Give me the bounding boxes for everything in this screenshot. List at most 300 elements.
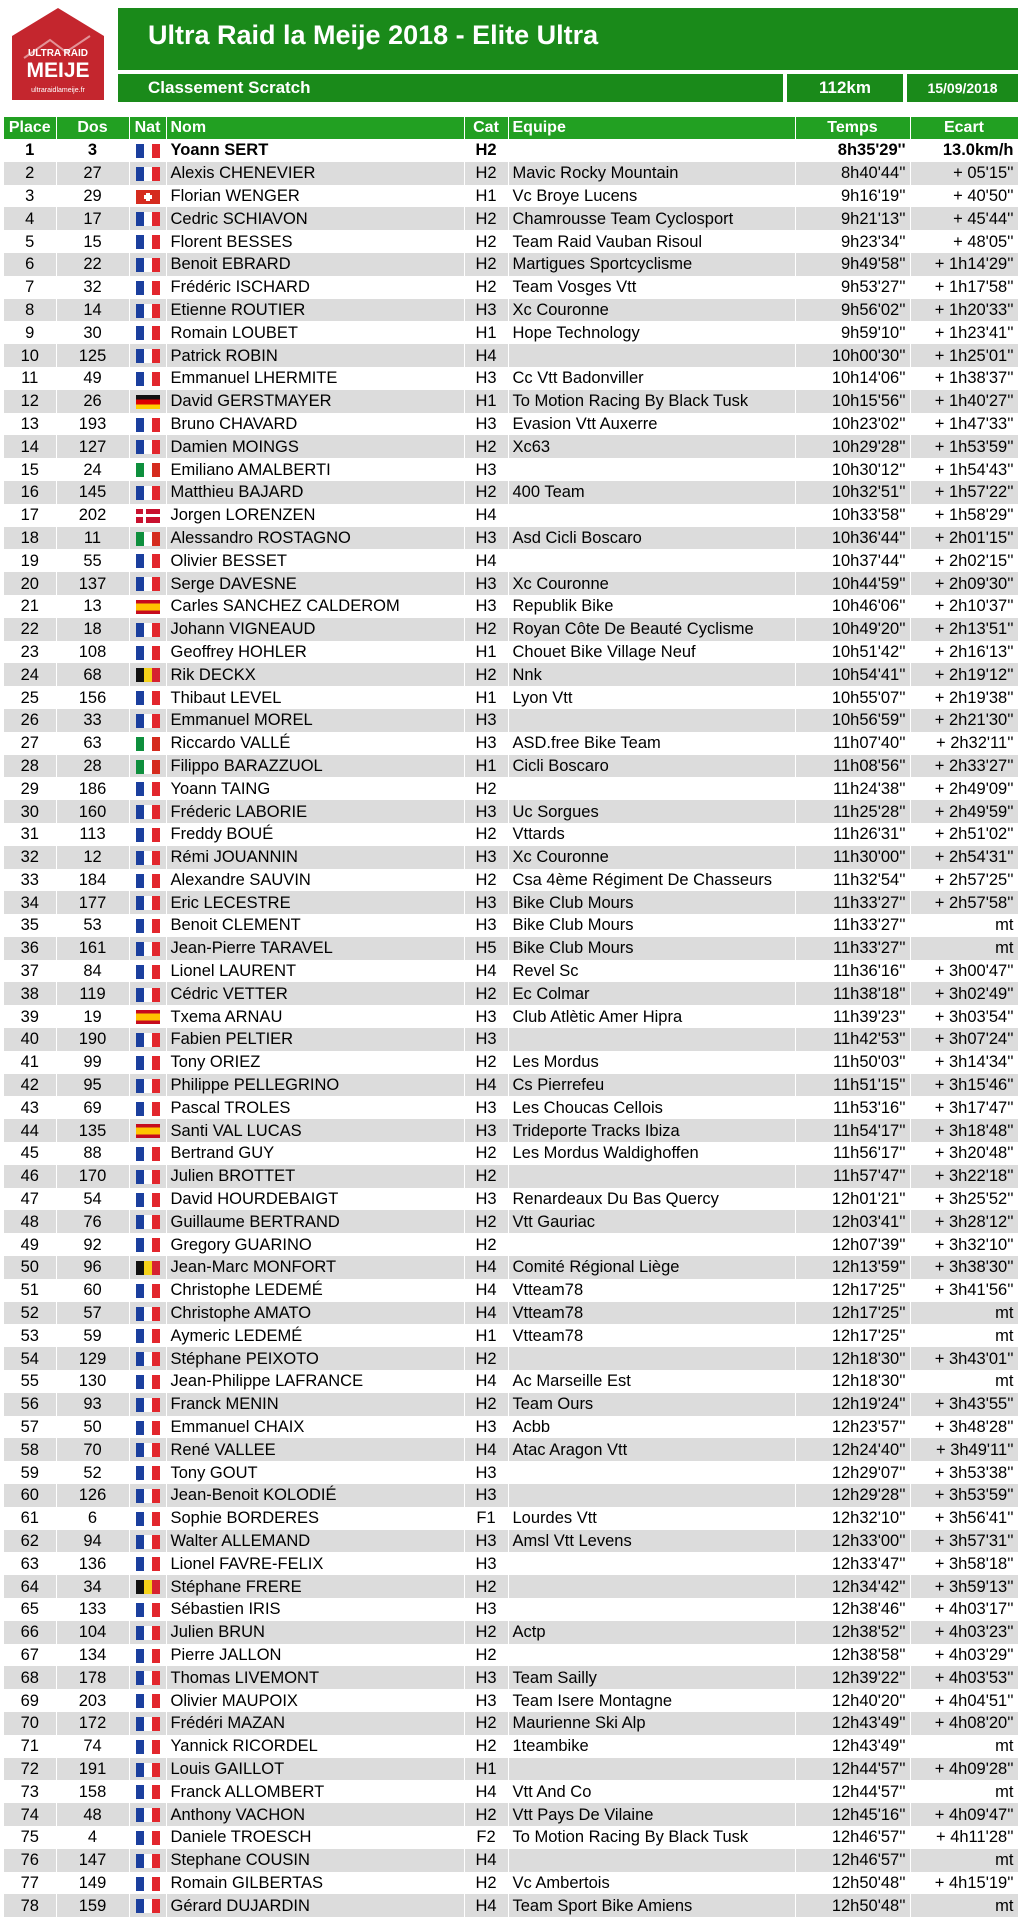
flag-fr-icon	[136, 258, 160, 272]
race-logo	[10, 6, 106, 102]
cell-dos: 60	[56, 1279, 129, 1302]
cell-place: 10	[4, 344, 56, 367]
cell-nat	[129, 139, 166, 162]
cell-nom: Filippo BARAZZUOL	[166, 755, 464, 778]
cell-dos: 59	[56, 1324, 129, 1347]
cell-cat: H2	[464, 253, 508, 276]
cell-place: 30	[4, 800, 56, 823]
table-row	[4, 1826, 1018, 1849]
cell-ecart: + 4h08'20''	[910, 1712, 1018, 1735]
column-header-place: Place	[4, 117, 56, 139]
flag-fr-icon	[136, 554, 160, 568]
cell-nat	[129, 1005, 166, 1028]
cell-cat: H2	[464, 1735, 508, 1758]
cell-equipe: Lyon Vtt	[508, 686, 795, 709]
cell-ecart: + 2h49'59''	[910, 800, 1018, 823]
cell-nat	[129, 709, 166, 732]
cell-dos: 129	[56, 1347, 129, 1370]
cell-nom: Matthieu BAJARD	[166, 481, 464, 504]
cell-nat	[129, 276, 166, 299]
cell-equipe: Martigues Sportcyclisme	[508, 253, 795, 276]
cell-cat: H3	[464, 527, 508, 550]
cell-equipe: Les Mordus Waldighoffen	[508, 1142, 795, 1165]
cell-temps: 11h39'23''	[795, 1005, 910, 1028]
cell-cat: H3	[464, 1689, 508, 1712]
cell-temps: 10h15'56''	[795, 390, 910, 413]
cell-nom: Eric LECESTRE	[166, 891, 464, 914]
flag-fr-icon	[136, 418, 160, 432]
cell-place: 17	[4, 504, 56, 527]
cell-dos: 19	[56, 1005, 129, 1028]
logo-line2: MEIJE	[26, 59, 90, 82]
cell-ecart: + 1h58'29''	[910, 504, 1018, 527]
flag-fr-icon	[136, 304, 160, 318]
table-row	[4, 344, 1018, 367]
cell-cat: H3	[464, 1028, 508, 1051]
table-row	[4, 1438, 1018, 1461]
cell-temps: 11h56'17''	[795, 1142, 910, 1165]
cell-temps: 11h42'53''	[795, 1028, 910, 1051]
cell-place: 73	[4, 1780, 56, 1803]
cell-dos: 68	[56, 663, 129, 686]
cell-place: 65	[4, 1598, 56, 1621]
cell-dos: 134	[56, 1644, 129, 1667]
column-header-equipe: Equipe	[508, 117, 795, 139]
cell-dos: 127	[56, 435, 129, 458]
table-row	[4, 1051, 1018, 1074]
cell-nat	[129, 1552, 166, 1575]
flag-fr-icon	[136, 1466, 160, 1480]
cell-place: 32	[4, 846, 56, 869]
cell-temps: 9h59'10''	[795, 321, 910, 344]
cell-place: 39	[4, 1005, 56, 1028]
cell-equipe	[508, 777, 795, 800]
cell-place: 41	[4, 1051, 56, 1074]
cell-cat: H4	[464, 1370, 508, 1393]
cell-dos: 186	[56, 777, 129, 800]
cell-dos: 6	[56, 1507, 129, 1530]
cell-ecart: + 4h15'19''	[910, 1872, 1018, 1895]
cell-temps: 12h46'57''	[795, 1826, 910, 1849]
cell-equipe: 400 Team	[508, 481, 795, 504]
flag-fr-icon	[136, 281, 160, 295]
table-row	[4, 1872, 1018, 1895]
cell-equipe: Bike Club Mours	[508, 937, 795, 960]
table-row	[4, 1233, 1018, 1256]
cell-temps: 12h18'30''	[795, 1347, 910, 1370]
cell-ecart: + 2h57'25''	[910, 869, 1018, 892]
table-row	[4, 1461, 1018, 1484]
cell-temps: 12h32'10''	[795, 1507, 910, 1530]
cell-place: 52	[4, 1302, 56, 1325]
cell-temps: 10h46'06''	[795, 595, 910, 618]
cell-equipe: Xc Couronne	[508, 572, 795, 595]
table-row	[4, 481, 1018, 504]
cell-place: 35	[4, 914, 56, 937]
cell-nom: Jean-Philippe LAFRANCE	[166, 1370, 464, 1393]
cell-dos: 27	[56, 162, 129, 185]
cell-temps: 12h43'49''	[795, 1735, 910, 1758]
cell-temps: 12h33'47''	[795, 1552, 910, 1575]
cell-cat: H1	[464, 641, 508, 664]
cell-cat: H2	[464, 1712, 508, 1735]
cell-nom: David GERSTMAYER	[166, 390, 464, 413]
cell-equipe: Royan Côte De Beauté Cyclisme	[508, 618, 795, 641]
cell-nom: Santi VAL LUCAS	[166, 1119, 464, 1142]
cell-cat: H2	[464, 1347, 508, 1370]
cell-nom: Txema ARNAU	[166, 1005, 464, 1028]
cell-temps: 10h29'28''	[795, 435, 910, 458]
cell-ecart: + 3h43'55''	[910, 1393, 1018, 1416]
flag-fr-icon	[136, 1535, 160, 1549]
cell-ecart: + 3h15'46''	[910, 1074, 1018, 1097]
flag-fr-icon	[136, 896, 160, 910]
cell-nom: Etienne ROUTIER	[166, 299, 464, 322]
cell-place: 16	[4, 481, 56, 504]
flag-es-icon	[136, 600, 160, 614]
cell-nom: Olivier MAUPOIX	[166, 1689, 464, 1712]
cell-temps: 9h23'34''	[795, 230, 910, 253]
cell-place: 6	[4, 253, 56, 276]
cell-dos: 15	[56, 230, 129, 253]
table-row	[4, 1507, 1018, 1530]
cell-place: 8	[4, 299, 56, 322]
cell-cat: H4	[464, 1074, 508, 1097]
cell-ecart: + 1h57'22''	[910, 481, 1018, 504]
cell-nom: Rik DECKX	[166, 663, 464, 686]
flag-be-icon	[136, 1261, 160, 1275]
cell-place: 33	[4, 869, 56, 892]
table-row	[4, 321, 1018, 344]
cell-cat: H2	[464, 1233, 508, 1256]
cell-cat: H2	[464, 1872, 508, 1895]
table-row	[4, 1644, 1018, 1667]
flag-fr-icon	[136, 1626, 160, 1640]
flag-fr-icon	[136, 1147, 160, 1161]
cell-nom: Jean-Pierre TARAVEL	[166, 937, 464, 960]
flag-fr-icon	[136, 1763, 160, 1777]
cell-nom: Emmanuel CHAIX	[166, 1416, 464, 1439]
cell-cat: H2	[464, 481, 508, 504]
cell-cat: H3	[464, 572, 508, 595]
cell-nat	[129, 800, 166, 823]
cell-ecart: + 3h58'18''	[910, 1552, 1018, 1575]
cell-equipe	[508, 1849, 795, 1872]
cell-nom: Alexis CHENEVIER	[166, 162, 464, 185]
cell-nat	[129, 755, 166, 778]
cell-cat: H3	[464, 1461, 508, 1484]
cell-ecart: 13.0km/h	[910, 139, 1018, 162]
cell-dos: 29	[56, 185, 129, 208]
table-row	[4, 185, 1018, 208]
cell-nom: David HOURDEBAIGT	[166, 1188, 464, 1211]
column-header-cat: Cat	[464, 117, 508, 139]
cell-ecart: + 1h20'33''	[910, 299, 1018, 322]
table-row	[4, 1142, 1018, 1165]
cell-nom: Walter ALLEMAND	[166, 1530, 464, 1553]
cell-nat	[129, 846, 166, 869]
cell-nat	[129, 1575, 166, 1598]
cell-place: 74	[4, 1803, 56, 1826]
cell-temps: 12h45'16''	[795, 1803, 910, 1826]
table-row	[4, 777, 1018, 800]
cell-equipe: To Motion Racing By Black Tusk	[508, 390, 795, 413]
flag-it-icon	[136, 532, 160, 546]
table-row	[4, 686, 1018, 709]
cell-ecart: + 3h02'49''	[910, 982, 1018, 1005]
cell-temps: 11h51'15''	[795, 1074, 910, 1097]
flag-fr-icon	[136, 988, 160, 1002]
cell-cat: H2	[464, 230, 508, 253]
cell-cat: H3	[464, 299, 508, 322]
cell-place: 59	[4, 1461, 56, 1484]
cell-nat	[129, 1507, 166, 1530]
cell-temps: 10h55'07''	[795, 686, 910, 709]
flag-it-icon	[136, 463, 160, 477]
cell-ecart: + 4h03'29''	[910, 1644, 1018, 1667]
cell-nom: Yoann SERT	[166, 139, 464, 162]
cell-nom: Aymeric LEDEMÉ	[166, 1324, 464, 1347]
cell-nat	[129, 914, 166, 937]
cell-place: 76	[4, 1849, 56, 1872]
cell-place: 21	[4, 595, 56, 618]
cell-cat: H3	[464, 1416, 508, 1439]
cell-dos: 177	[56, 891, 129, 914]
cell-nat	[129, 1735, 166, 1758]
cell-nat	[129, 1484, 166, 1507]
cell-dos: 160	[56, 800, 129, 823]
table-row	[4, 1598, 1018, 1621]
cell-equipe: Team Sport Bike Amiens	[508, 1894, 795, 1917]
cell-ecart: + 2h16'13''	[910, 641, 1018, 664]
cell-temps: 10h49'20''	[795, 618, 910, 641]
cell-ecart: + 3h53'59''	[910, 1484, 1018, 1507]
table-row	[4, 253, 1018, 276]
cell-cat: H2	[464, 435, 508, 458]
cell-ecart: + 2h21'30''	[910, 709, 1018, 732]
flag-fr-icon	[136, 1238, 160, 1252]
cell-cat: H3	[464, 1552, 508, 1575]
cell-nat	[129, 299, 166, 322]
cell-temps: 11h25'28''	[795, 800, 910, 823]
cell-ecart: + 2h49'09''	[910, 777, 1018, 800]
cell-nom: Romain GILBERTAS	[166, 1872, 464, 1895]
table-row	[4, 527, 1018, 550]
cell-place: 28	[4, 755, 56, 778]
flag-fr-icon	[136, 1603, 160, 1617]
cell-temps: 10h56'59''	[795, 709, 910, 732]
cell-nom: Emiliano AMALBERTI	[166, 458, 464, 481]
cell-ecart: + 2h33'27''	[910, 755, 1018, 778]
column-header-dos: Dos	[56, 117, 129, 139]
cell-temps: 9h16'19''	[795, 185, 910, 208]
cell-ecart: + 1h38'37''	[910, 367, 1018, 390]
cell-nom: Riccardo VALLÉ	[166, 732, 464, 755]
table-row	[4, 1005, 1018, 1028]
cell-place: 57	[4, 1416, 56, 1439]
cell-equipe	[508, 1758, 795, 1781]
cell-equipe: Xc63	[508, 435, 795, 458]
table-row	[4, 755, 1018, 778]
flag-fr-icon	[136, 1899, 160, 1913]
cell-place: 48	[4, 1210, 56, 1233]
flag-fr-icon	[136, 1557, 160, 1571]
cell-equipe	[508, 504, 795, 527]
flag-fr-icon	[136, 1170, 160, 1184]
table-row	[4, 800, 1018, 823]
cell-temps: 8h40'44''	[795, 162, 910, 185]
cell-nat	[129, 618, 166, 641]
cell-nat	[129, 1142, 166, 1165]
cell-ecart: + 4h03'53''	[910, 1666, 1018, 1689]
cell-cat: H2	[464, 1621, 508, 1644]
cell-temps: 12h19'24''	[795, 1393, 910, 1416]
cell-equipe: To Motion Racing By Black Tusk	[508, 1826, 795, 1849]
cell-temps: 12h17'25''	[795, 1302, 910, 1325]
cell-ecart: + 2h57'58''	[910, 891, 1018, 914]
cell-equipe: Vc Ambertois	[508, 1872, 795, 1895]
cell-place: 24	[4, 663, 56, 686]
cell-temps: 12h33'00''	[795, 1530, 910, 1553]
cell-place: 62	[4, 1530, 56, 1553]
flag-fr-icon	[136, 1740, 160, 1754]
cell-temps: 12h23'57''	[795, 1416, 910, 1439]
cell-cat: H4	[464, 1438, 508, 1461]
cell-equipe: Csa 4ème Régiment De Chasseurs	[508, 869, 795, 892]
cell-nom: Emmanuel MOREL	[166, 709, 464, 732]
cell-nat	[129, 823, 166, 846]
cell-cat: H3	[464, 709, 508, 732]
cell-temps: 12h07'39''	[795, 1233, 910, 1256]
table-row	[4, 982, 1018, 1005]
cell-cat: H3	[464, 595, 508, 618]
cell-place: 43	[4, 1096, 56, 1119]
cell-place: 49	[4, 1233, 56, 1256]
cell-ecart: + 3h32'10''	[910, 1233, 1018, 1256]
cell-equipe: Vttards	[508, 823, 795, 846]
results-table	[4, 117, 1019, 1917]
cell-equipe: Cc Vtt Badonviller	[508, 367, 795, 390]
cell-cat: H3	[464, 1005, 508, 1028]
cell-ecart: mt	[910, 937, 1018, 960]
table-row	[4, 1849, 1018, 1872]
flag-es-icon	[136, 1010, 160, 1024]
cell-dos: 125	[56, 344, 129, 367]
cell-equipe	[508, 1461, 795, 1484]
cell-temps: 11h33'27''	[795, 937, 910, 960]
cell-equipe: Xc Couronne	[508, 846, 795, 869]
cell-equipe: Bike Club Mours	[508, 891, 795, 914]
cell-place: 44	[4, 1119, 56, 1142]
flag-ch-icon	[136, 190, 160, 204]
cell-ecart: + 4h03'17''	[910, 1598, 1018, 1621]
cell-temps: 10h33'58''	[795, 504, 910, 527]
cell-dos: 184	[56, 869, 129, 892]
cell-equipe: Amsl Vtt Levens	[508, 1530, 795, 1553]
table-row	[4, 823, 1018, 846]
cell-ecart: + 3h22'18''	[910, 1165, 1018, 1188]
cell-temps: 12h38'46''	[795, 1598, 910, 1621]
cell-ecart: + 1h17'58''	[910, 276, 1018, 299]
cell-place: 63	[4, 1552, 56, 1575]
cell-ecart: + 3h59'13''	[910, 1575, 1018, 1598]
cell-equipe: Comité Régional Liège	[508, 1256, 795, 1279]
table-row	[4, 504, 1018, 527]
table-row	[4, 1210, 1018, 1233]
cell-temps: 10h30'12''	[795, 458, 910, 481]
cell-place: 66	[4, 1621, 56, 1644]
cell-cat: H3	[464, 367, 508, 390]
table-row	[4, 663, 1018, 686]
table-row	[4, 1028, 1018, 1051]
cell-temps: 11h24'38''	[795, 777, 910, 800]
cell-ecart: + 1h25'01''	[910, 344, 1018, 367]
cell-place: 71	[4, 1735, 56, 1758]
flag-dk-icon	[136, 509, 160, 523]
logo-line1: ULTRA RAID	[28, 48, 88, 59]
cell-ecart: + 40'50''	[910, 185, 1018, 208]
cell-dos: 24	[56, 458, 129, 481]
flag-fr-icon	[136, 167, 160, 181]
cell-nom: Christophe LEDEMÉ	[166, 1279, 464, 1302]
flag-fr-icon	[136, 349, 160, 363]
cell-nom: Jorgen LORENZEN	[166, 504, 464, 527]
cell-dos: 99	[56, 1051, 129, 1074]
cell-nom: Christophe AMATO	[166, 1302, 464, 1325]
cell-place: 70	[4, 1712, 56, 1735]
cell-temps: 12h17'25''	[795, 1324, 910, 1347]
cell-place: 60	[4, 1484, 56, 1507]
cell-place: 12	[4, 390, 56, 413]
cell-ecart: + 3h28'12''	[910, 1210, 1018, 1233]
cell-nat	[129, 1621, 166, 1644]
table-row	[4, 549, 1018, 572]
cell-ecart: mt	[910, 1302, 1018, 1325]
cell-nat	[129, 253, 166, 276]
cell-ecart: + 2h19'12''	[910, 663, 1018, 686]
cell-place: 14	[4, 435, 56, 458]
table-row	[4, 207, 1018, 230]
cell-dos: 55	[56, 549, 129, 572]
cell-temps: 12h44'57''	[795, 1758, 910, 1781]
cell-place: 47	[4, 1188, 56, 1211]
cell-ecart: mt	[910, 1370, 1018, 1393]
flag-fr-icon	[136, 1854, 160, 1868]
cell-temps: 11h33'27''	[795, 914, 910, 937]
cell-nom: Franck MENIN	[166, 1393, 464, 1416]
cell-nat	[129, 390, 166, 413]
cell-equipe: Les Mordus	[508, 1051, 795, 1074]
cell-dos: 52	[56, 1461, 129, 1484]
cell-equipe: Cicli Boscaro	[508, 755, 795, 778]
cell-nom: Thomas LIVEMONT	[166, 1666, 464, 1689]
cell-ecart: + 1h23'41''	[910, 321, 1018, 344]
cell-temps: 12h18'30''	[795, 1370, 910, 1393]
cell-dos: 22	[56, 253, 129, 276]
cell-temps: 12h24'40''	[795, 1438, 910, 1461]
cell-ecart: + 4h09'47''	[910, 1803, 1018, 1826]
cell-nat	[129, 663, 166, 686]
cell-nat	[129, 572, 166, 595]
cell-dos: 70	[56, 1438, 129, 1461]
cell-dos: 149	[56, 1872, 129, 1895]
cell-equipe: Vtt Pays De Vilaine	[508, 1803, 795, 1826]
cell-ecart: + 3h14'34''	[910, 1051, 1018, 1074]
cell-cat: H1	[464, 390, 508, 413]
cell-dos: 26	[56, 390, 129, 413]
cell-temps: 11h57'47''	[795, 1165, 910, 1188]
cell-nat	[129, 1826, 166, 1849]
